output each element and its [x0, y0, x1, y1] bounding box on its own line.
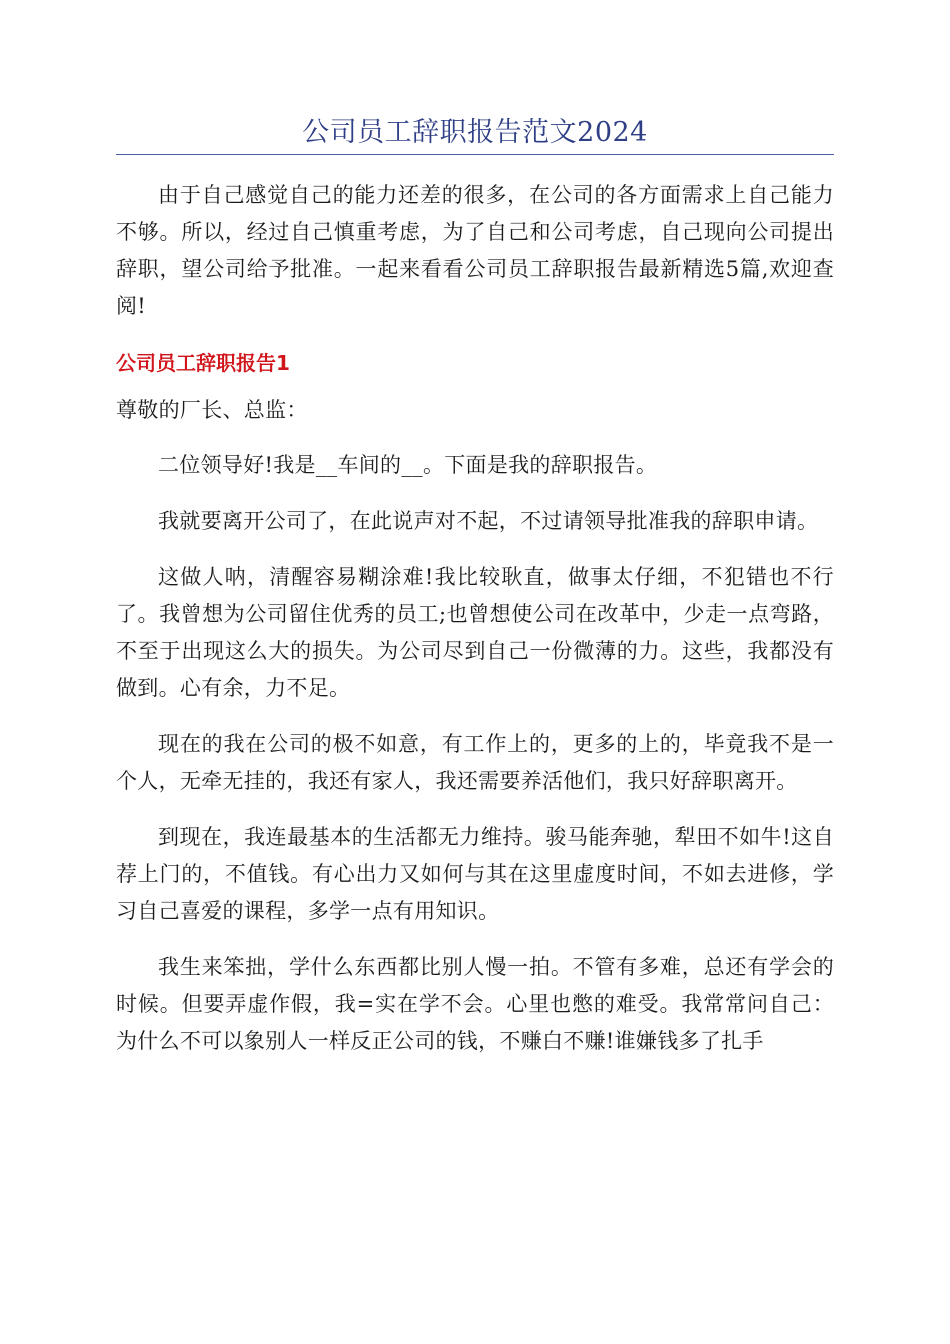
body-paragraph-3: 这做人呐，清醒容易糊涂难!我比较耿直，做事太仔细，不犯错也不行了。我曾想为公司留住优秀的员工;也曾想使公司在改革中，少走一点弯路，不至于出现这么大的损失。为公司尽到自己一份微薄的力。这些，我都没有做到。心有余，力不足。: [116, 565, 834, 700]
body-paragraph-6: 我生来笨拙，学什么东西都比别人慢一拍。不管有多难，总还有学会的时候。但要弄虚作假，我=实在学不会。心里也憋的难受。我常常问自己：为什么不可以象别人一样反正公司的钱，不赚白不赚!谁嫌钱多了扎手: [116, 955, 834, 1053]
document-title: 公司员工辞职报告范文2024: [302, 117, 648, 148]
body-paragraph-1: 二位领导好!我是__车间的__。下面是我的辞职报告。: [158, 453, 658, 477]
intro-paragraph: 由于自己感觉自己的能力还差的很多，在公司的各方面需求上自己能力不够。所以，经过自己慎重考虑，为了自己和公司考虑，自己现向公司提出辞职，望公司给予批准。一起来看看公司员工辞职报告最新精选5篇,欢迎查阅!: [116, 183, 834, 318]
salutation: 尊敬的厂长、总监：: [116, 398, 308, 422]
body-paragraph-5: 到现在，我连最基本的生活都无力维持。骏马能奔驰，犁田不如牛!这自荐上门的，不值钱。有心出力又如何与其在这里虚度时间，不如去进修，学习自己喜爱的课程，多学一点有用知识。: [116, 825, 834, 923]
section-heading: 公司员工辞职报告1: [116, 351, 290, 375]
document-page: [116, 112, 834, 1079]
body-paragraph-2: 我就要离开公司了，在此说声对不起，不过请领导批准我的辞职申请。: [158, 509, 819, 533]
body-paragraph-4: 现在的我在公司的极不如意，有工作上的，更多的上的，毕竟我不是一个人，无牵无挂的，我还有家人，我还需要养活他们，我只好辞职离开。: [116, 732, 834, 793]
title-underline: [116, 154, 834, 155]
